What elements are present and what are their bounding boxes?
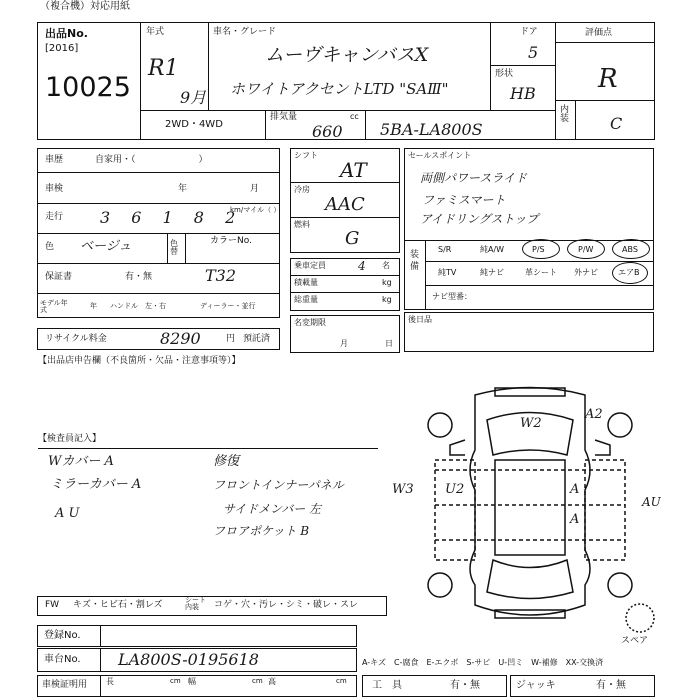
- era-year: R1: [148, 56, 179, 81]
- name-change-month: 月: [340, 339, 348, 348]
- equip-awheel: 純A/W: [480, 245, 505, 254]
- model-grade: ホワイトアクセントLTD "SAⅢ": [230, 80, 449, 98]
- sales-point-2: ファミスマート: [422, 193, 506, 207]
- load-label: 積載量: [294, 278, 318, 287]
- rating-label: 評価点: [585, 28, 613, 38]
- diagram-mark-au: AU: [642, 495, 661, 509]
- shift-value: AT: [340, 158, 367, 182]
- fuel-label: 燃料: [294, 220, 310, 229]
- sales-point-3: アイドリングストップ: [420, 212, 539, 226]
- navi-model-label: ナビ型番：: [432, 292, 472, 301]
- equip-pw: P/W: [578, 245, 594, 254]
- lot-number: 10025: [45, 72, 131, 103]
- cert-cm-2: cm: [252, 677, 263, 685]
- inspector-note-4: 修復: [213, 454, 240, 469]
- load-unit: kg: [382, 278, 392, 287]
- registration-label: 登録No.: [44, 630, 81, 641]
- shift-label: シフト: [294, 151, 318, 160]
- shaken-year: 年: [178, 184, 188, 194]
- warranty-code: T32: [205, 266, 237, 285]
- equip-airbag-circle: [612, 262, 648, 284]
- tools-label: 工 具: [372, 680, 402, 691]
- inspector-label: 【検査員記入】: [38, 434, 102, 444]
- gross-label: 総重量: [294, 295, 318, 304]
- cert-height: 高: [268, 677, 276, 686]
- diagram-mark-a-2: A: [570, 512, 580, 527]
- diagram-mark-w3: W3: [392, 482, 414, 497]
- form-title: （複合機）対応用紙: [40, 1, 130, 12]
- color-value: ベージュ: [80, 239, 132, 254]
- inspector-note-5: フロントインナーパネル: [213, 478, 344, 492]
- equip-tv: 純TV: [438, 268, 457, 277]
- model-year-year: 年: [90, 302, 97, 310]
- equip-leather: 革シート: [525, 268, 557, 277]
- color-no-label: カラーNo.: [210, 236, 252, 246]
- mileage-unit: km/マイル（ ）: [230, 206, 281, 214]
- inspector-note-7: フロアポケット B: [213, 524, 310, 538]
- equip-navi: 純ナビ: [480, 268, 504, 277]
- mileage-label: 走行: [45, 212, 64, 222]
- equip-ps-circle: [522, 239, 560, 259]
- recycle-value: 8290: [160, 329, 201, 348]
- sales-point-1: 両側パワースライド: [420, 171, 528, 185]
- model-label: 車名・グレード: [213, 27, 277, 37]
- capacity-value: 4: [358, 259, 366, 273]
- cert-long: 長: [106, 677, 114, 686]
- sales-label: セールスポイント: [408, 151, 472, 160]
- history-options: 自家用・（ ）: [95, 155, 208, 165]
- declaration-label: 【出品店申告欄（不良箇所・欠品・注意事項等）】: [38, 356, 241, 366]
- recycle-unit: 円: [226, 334, 236, 344]
- equip-pw-circle: [567, 239, 605, 259]
- shaken-label: 車検: [45, 184, 64, 194]
- jack-label: ジャッキ: [516, 680, 556, 691]
- name-change-label: 名変期限: [294, 318, 326, 327]
- capacity-unit: 名: [382, 261, 390, 270]
- after-block: [404, 312, 654, 352]
- cert-cm-1: cm: [170, 677, 181, 685]
- chassis-label: 車台No.: [44, 654, 81, 665]
- interior-label: 内装: [560, 105, 570, 124]
- shape-label: 形状: [495, 69, 514, 79]
- equip-ext-navi: 外ナビ: [574, 268, 598, 277]
- gross-unit: kg: [382, 295, 392, 304]
- chassis-value: LA800S-0195618: [118, 650, 259, 669]
- month: 9月: [180, 88, 207, 107]
- diagram-mark-w2: W2: [520, 416, 542, 431]
- model-name: ムーヴキャンバスX: [265, 44, 429, 66]
- inspector-note-6: サイドメンバー 左: [223, 502, 322, 516]
- equip-ps: P/S: [532, 245, 545, 254]
- fuel-value: G: [345, 228, 360, 249]
- cc-unit: cc: [350, 112, 359, 121]
- inspector-note-1: Wカバー A: [48, 454, 114, 469]
- history-label: 車歴: [45, 155, 64, 165]
- damage-codes: A-キズ C-腐食 E-エクボ S-サビ U-凹ミ W-補修 XX-交換済: [362, 658, 604, 667]
- color-label: 色: [45, 242, 55, 252]
- tools-options: 有・無: [450, 680, 480, 691]
- jack-options: 有・無: [596, 680, 626, 691]
- inspector-note-3: A U: [55, 506, 80, 521]
- legend-scratch: キズ・ヒビ石・割レズ: [73, 600, 163, 610]
- lot-year: [2016]: [45, 43, 79, 54]
- equipment-label: 装備: [410, 250, 420, 272]
- model-code: 5BA-LA800S: [380, 120, 483, 139]
- legend-items: コゲ・穴・汚レ・シミ・破レ・スレ: [214, 600, 359, 610]
- diagram-mark-u2: U2: [445, 482, 465, 497]
- color-change-label: 色替: [170, 239, 178, 256]
- nenshiki-label: 年式: [146, 27, 165, 37]
- name-change-day: 日: [385, 339, 393, 348]
- drive-label: 2WD・4WD: [165, 119, 223, 130]
- registration-box: [37, 625, 357, 647]
- spare-label: スペア: [621, 636, 649, 646]
- recycle-deposit: 預託済: [243, 334, 271, 344]
- shape-value: HB: [510, 84, 536, 103]
- diagram-mark-a-1: A: [570, 482, 580, 497]
- equip-abs: ABS: [622, 245, 638, 254]
- model-year-label: モデル年式: [40, 299, 68, 314]
- displacement-value: 660: [312, 122, 343, 141]
- cert-cm-3: cm: [336, 677, 347, 685]
- cert-width: 幅: [188, 677, 196, 686]
- lot-label: 出品No.: [45, 27, 88, 40]
- legend-seat: シート内装: [185, 596, 206, 611]
- equip-abs-circle: [612, 239, 650, 259]
- recycle-label: リサイクル料金: [45, 334, 107, 344]
- warranty-label: 保証書: [45, 272, 73, 282]
- aircon-label: 冷房: [294, 185, 310, 194]
- equip-airbag: エアB: [618, 268, 640, 277]
- inspector-note-2: ミラーカバー A: [50, 477, 142, 492]
- displacement-label: 排気量: [270, 112, 298, 122]
- cert-label: 車検証明用: [42, 680, 88, 690]
- shaken-month: 月: [250, 184, 260, 194]
- door-value: 5: [528, 43, 539, 62]
- rating-value: R: [598, 64, 618, 94]
- model-year-handle: ハンドル 左・右: [110, 302, 166, 310]
- capacity-label: 乗車定員: [294, 261, 326, 270]
- warranty-options: 有・無: [125, 272, 153, 282]
- aircon-value: AAC: [325, 194, 365, 215]
- after-label: 後日品: [408, 315, 432, 324]
- model-year-dealer: ディーラー・並行: [200, 302, 256, 310]
- diagram-mark-a2: A2: [585, 407, 603, 422]
- mileage-digits: 3 6 1 8 2: [100, 208, 244, 227]
- equip-sr: S/R: [438, 245, 452, 254]
- legend-fw: FW: [45, 600, 60, 610]
- interior-value: C: [610, 114, 623, 133]
- door-label: ドア: [520, 27, 538, 37]
